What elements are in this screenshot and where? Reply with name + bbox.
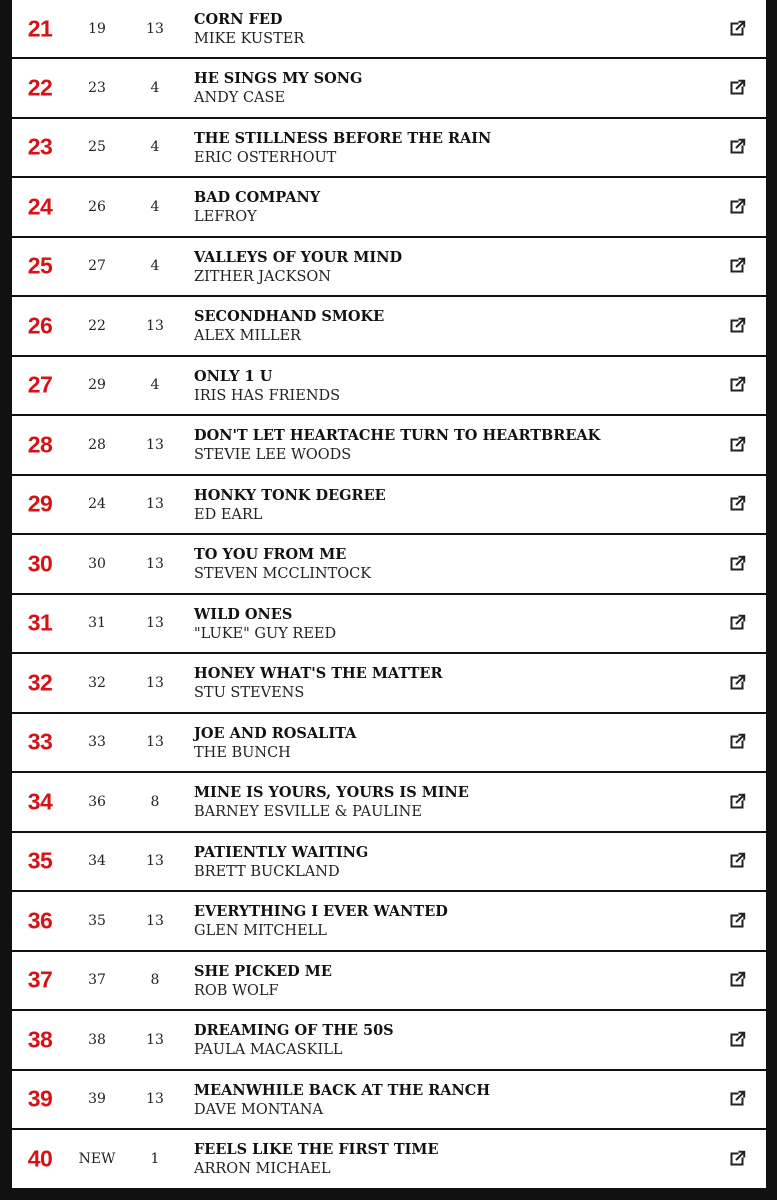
chart-row-23 <box>12 119 766 177</box>
song-title: TO YOU FROM ME <box>194 546 347 563</box>
song-title: HE SINGS MY SONG <box>194 70 363 87</box>
song-title: DON'T LET HEARTACHE TURN TO HEARTBREAK <box>194 427 601 444</box>
external-link-icon-graphic <box>728 317 746 335</box>
song-info <box>194 1141 706 1179</box>
weeks-on-chart: 8 <box>150 972 160 989</box>
song-title: FEELS LIKE THE FIRST TIME <box>194 1141 439 1158</box>
last-week-position: 27 <box>88 258 106 275</box>
last-week-position: 25 <box>88 139 106 156</box>
song-title: JOE AND ROSALITA <box>194 724 357 742</box>
external-link-icon[interactable] <box>728 257 746 275</box>
weeks-on-chart: 4 <box>150 198 160 215</box>
weeks-on-chart: 4 <box>150 139 160 156</box>
rank-position: 22 <box>27 74 53 101</box>
song-info <box>194 1082 706 1120</box>
song-artist: STU STEVENS <box>194 685 305 701</box>
chart-row-36 <box>12 892 766 950</box>
rank-position: 27 <box>27 371 53 398</box>
external-link-icon-graphic <box>728 852 746 870</box>
external-link-icon-graphic <box>728 1150 746 1168</box>
external-link-icon-graphic <box>728 733 746 751</box>
rank-position: 28 <box>27 431 53 458</box>
last-week-position: 39 <box>88 1091 106 1108</box>
song-title: SHE PICKED ME <box>194 962 332 980</box>
song-artist: ROB WOLF <box>194 982 279 999</box>
chart-row-25 <box>12 238 766 296</box>
song-info <box>194 368 706 406</box>
external-link-icon-graphic <box>728 20 746 38</box>
weeks-on-chart: 13 <box>146 20 164 37</box>
external-link-icon-graphic <box>728 376 746 394</box>
last-week-position: 28 <box>88 436 106 453</box>
chart-row-37 <box>12 952 766 1010</box>
external-link-icon[interactable] <box>728 198 746 216</box>
song-info <box>194 427 706 465</box>
song-title: PATIENTLY WAITING <box>194 843 369 861</box>
song-info <box>194 546 706 584</box>
external-link-icon[interactable] <box>728 852 746 870</box>
external-link-icon[interactable] <box>728 1150 746 1168</box>
external-link-icon[interactable] <box>728 138 746 156</box>
last-week-position: 26 <box>88 198 106 215</box>
weeks-on-chart: 13 <box>146 436 164 453</box>
song-info <box>194 189 706 227</box>
rank-position: 26 <box>27 312 53 339</box>
weeks-on-chart: 13 <box>146 734 164 751</box>
rank-position: 24 <box>27 193 53 220</box>
external-link-icon[interactable] <box>728 436 746 454</box>
weeks-on-chart: 1 <box>150 1150 160 1167</box>
chart-row-31 <box>12 595 766 653</box>
weeks-on-chart: 13 <box>146 555 164 572</box>
chart-row-39 <box>12 1071 766 1129</box>
song-info <box>194 249 706 287</box>
external-link-icon[interactable] <box>728 555 746 573</box>
weeks-on-chart: 8 <box>150 793 160 810</box>
weeks-on-chart: 4 <box>150 79 160 96</box>
chart-row-35 <box>12 833 766 891</box>
song-title: THE STILLNESS BEFORE THE RAIN <box>194 129 492 147</box>
song-artist: ARRON MICHAEL <box>194 1161 331 1177</box>
rank-position: 32 <box>27 669 53 696</box>
last-week-position: 31 <box>88 615 106 632</box>
weeks-on-chart: 4 <box>150 258 160 275</box>
external-link-icon-graphic <box>728 793 746 811</box>
external-link-icon-graphic <box>728 436 746 454</box>
song-info <box>194 11 706 49</box>
last-week-position: 30 <box>88 555 106 572</box>
external-link-icon[interactable] <box>728 376 746 394</box>
song-info <box>194 487 706 525</box>
song-info <box>194 844 706 882</box>
external-link-icon[interactable] <box>728 79 746 97</box>
weeks-on-chart: 13 <box>146 1031 164 1048</box>
last-week-position: 22 <box>88 317 106 334</box>
song-info <box>194 665 706 703</box>
rank-position: 23 <box>27 133 53 160</box>
external-link-icon-graphic <box>728 198 746 216</box>
weeks-on-chart: 13 <box>146 1091 164 1108</box>
external-link-icon-graphic <box>728 1090 746 1108</box>
song-title: MINE IS YOURS, YOURS IS MINE <box>194 784 469 801</box>
song-artist: BARNEY ESVILLE & PAULINE <box>194 804 422 820</box>
song-info <box>194 308 706 346</box>
song-title: CORN FED <box>194 11 283 28</box>
song-artist: LEFROY <box>194 209 257 225</box>
rank-position: 36 <box>27 907 53 934</box>
external-link-icon[interactable] <box>728 971 746 989</box>
last-week-position: NEW <box>78 1150 116 1167</box>
song-info <box>194 725 706 763</box>
external-link-icon[interactable] <box>728 495 746 513</box>
external-link-icon[interactable] <box>728 1090 746 1108</box>
rank-position: 34 <box>27 788 53 815</box>
song-artist: STEVEN MCCLINTOCK <box>194 566 372 582</box>
external-link-icon-graphic <box>728 495 746 513</box>
rank-position: 39 <box>27 1085 53 1112</box>
external-link-icon-graphic <box>728 257 746 275</box>
last-week-position: 34 <box>88 853 106 870</box>
last-week-position: 19 <box>88 20 106 37</box>
rank-position: 35 <box>27 847 53 874</box>
external-link-icon-graphic <box>728 912 746 930</box>
chart-row-24 <box>12 178 766 236</box>
rank-position: 38 <box>27 1026 53 1053</box>
chart-row-21 <box>12 0 766 57</box>
chart-row-32 <box>12 654 766 712</box>
chart-row-29 <box>12 476 766 534</box>
weeks-on-chart: 13 <box>146 317 164 334</box>
external-link-icon-graphic <box>728 614 746 632</box>
external-link-icon[interactable] <box>728 674 746 692</box>
external-link-icon-graphic <box>728 138 746 156</box>
external-link-icon-graphic <box>728 674 746 692</box>
song-title: SECONDHAND SMOKE <box>194 308 385 325</box>
chart-row-27 <box>12 357 766 415</box>
song-artist: PAULA MACASKILL <box>194 1042 343 1058</box>
weeks-on-chart: 13 <box>146 615 164 632</box>
rank-position: 31 <box>27 609 53 636</box>
song-title: MEANWHILE BACK AT THE RANCH <box>194 1081 491 1099</box>
weeks-on-chart: 4 <box>150 377 160 394</box>
song-title: DREAMING OF THE 50S <box>194 1022 394 1039</box>
rank-position: 37 <box>27 966 53 993</box>
song-artist: ALEX MILLER <box>194 328 301 344</box>
last-week-position: 24 <box>88 496 106 513</box>
last-week-position: 36 <box>88 793 106 810</box>
weeks-on-chart: 13 <box>146 496 164 513</box>
weeks-on-chart: 13 <box>146 912 164 929</box>
chart-row-30 <box>12 535 766 593</box>
external-link-icon[interactable] <box>728 614 746 632</box>
last-week-position: 33 <box>88 734 106 751</box>
song-artist: ZITHER JACKSON <box>194 268 331 285</box>
last-week-position: 38 <box>88 1031 106 1048</box>
song-info <box>194 963 706 1001</box>
chart-row-38 <box>12 1011 766 1069</box>
song-artist: THE BUNCH <box>194 744 291 761</box>
rank-position: 25 <box>27 252 53 279</box>
chart-row-26 <box>12 297 766 355</box>
song-info <box>194 70 706 108</box>
song-info <box>194 606 706 644</box>
rank-position: 30 <box>27 550 53 577</box>
external-link-icon-graphic <box>728 971 746 989</box>
weeks-on-chart: 13 <box>146 853 164 870</box>
song-title: HONKY TONK DEGREE <box>194 486 386 504</box>
song-info <box>194 784 706 822</box>
song-info <box>194 903 706 941</box>
last-week-position: 29 <box>88 377 106 394</box>
external-link-icon[interactable] <box>728 317 746 335</box>
song-artist: DAVE MONTANA <box>194 1101 323 1118</box>
song-artist: MIKE KUSTER <box>194 31 305 47</box>
song-title: ONLY 1 U <box>194 367 273 385</box>
last-week-position: 23 <box>88 79 106 96</box>
song-artist: IRIS HAS FRIENDS <box>194 387 341 404</box>
song-artist: ANDY CASE <box>194 90 286 106</box>
last-week-position: 35 <box>88 912 106 929</box>
song-artist: BRETT BUCKLAND <box>194 863 340 880</box>
external-link-icon[interactable] <box>728 1031 746 1049</box>
external-link-icon-graphic <box>728 1031 746 1049</box>
last-week-position: 37 <box>88 972 106 989</box>
chart-row-28 <box>12 416 766 474</box>
rank-position: 21 <box>27 15 53 41</box>
rank-position: 40 <box>27 1145 53 1172</box>
external-link-icon[interactable] <box>728 733 746 751</box>
song-artist: ED EARL <box>194 506 263 523</box>
chart-row-34 <box>12 773 766 831</box>
song-title: VALLEYS OF YOUR MIND <box>194 248 403 266</box>
chart-row-33 <box>12 714 766 772</box>
weeks-on-chart: 13 <box>146 674 164 691</box>
song-artist: ERIC OSTERHOUT <box>194 149 337 166</box>
external-link-icon[interactable] <box>728 20 746 38</box>
song-title: WILD ONES <box>194 605 293 623</box>
chart-row-22 <box>12 59 766 117</box>
rank-position: 29 <box>27 490 53 517</box>
external-link-icon-graphic <box>728 555 746 573</box>
song-artist: "LUKE" GUY REED <box>194 625 337 642</box>
external-link-icon[interactable] <box>728 793 746 811</box>
rank-position: 33 <box>27 728 53 755</box>
song-info <box>194 130 706 168</box>
song-title: EVERYTHING I EVER WANTED <box>194 903 448 920</box>
last-week-position: 32 <box>88 674 106 691</box>
chart-row-40 <box>12 1130 766 1188</box>
external-link-icon[interactable] <box>728 912 746 930</box>
external-link-icon-graphic <box>728 79 746 97</box>
chart-list <box>12 0 766 1190</box>
song-artist: GLEN MITCHELL <box>194 923 327 939</box>
song-title: BAD COMPANY <box>194 189 321 206</box>
song-artist: STEVIE LEE WOODS <box>194 447 352 463</box>
song-title: HONEY WHAT'S THE MATTER <box>194 665 443 682</box>
song-info <box>194 1022 706 1060</box>
